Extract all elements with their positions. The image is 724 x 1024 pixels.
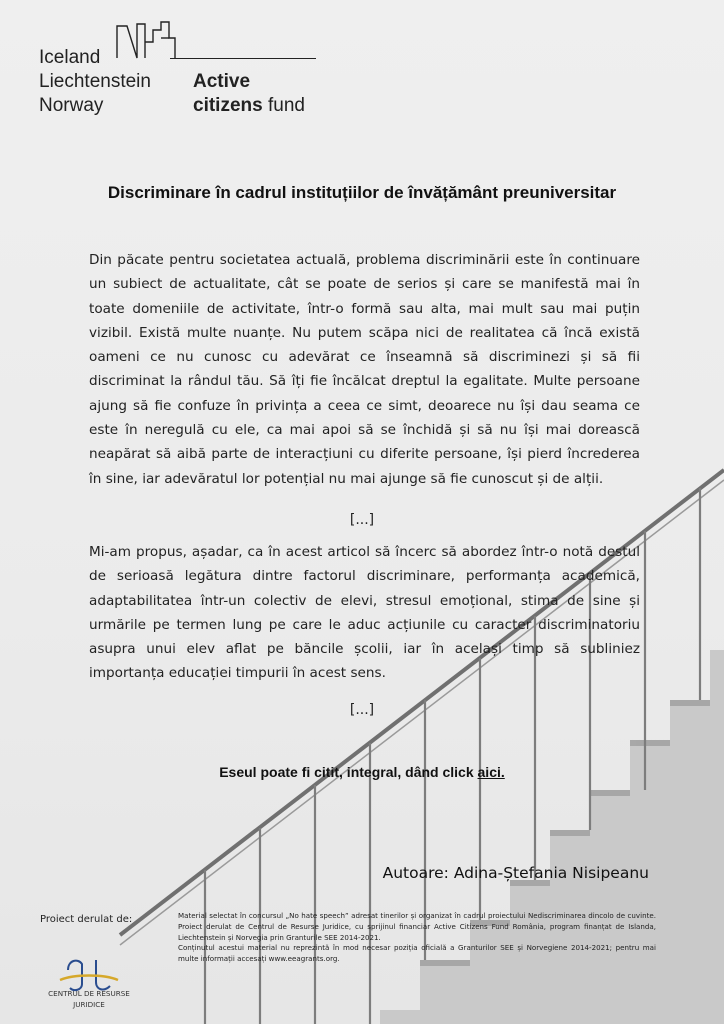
paragraph-intro: Din păcate pentru societatea actuală, problema discriminării este în continuare un subiect de actualitate, cât se poate de serios și care se manifestă mai în toate domeniile de activitate, într-o formă sau alta, mai mult sau mai puțin vizibil. Există multe nuanțe. Nu putem scăpa nici de realitatea că încă există oameni ce nu cunosc cu adevărat ce înseamnă să discriminezi și să fii discriminat la rândul tău. Să îți fie încălcat dreptul la egalitate. Multe persoane ajung să fie confuze în privința a ceea ce simt, deoarece nu își dau seama ce este în neregulă cu ele, ca mai apoi să se închidă și să nu își mai dorească neapărat să aibă parte de interacțiuni cu diferite persoane, își pierd încrederea în sine, iar adevăratul lor potențial nu mai ajunge să fie cunoscut și de alții. <box>89 252 640 487</box>
step-shadow <box>550 830 590 836</box>
cta-text: Eseul poate fi citit, integral, dând click <box>219 764 474 780</box>
paragraph-purpose: Mi-am propus, așadar, ca în acest articol să încerc să abordez într-o notă destul de serioasă legătura dintre factorul discriminare, performanța academică, adaptabilitatea într-un colectiv de elevi, stresul emoțional, stima de sine și urmările pe termen lung pe care le aduc acțiunile cu caracter discriminatoriu asupra unui elev aflat pe băncile școlii, iar în același timp să subliniez importanța educației timpurii în acest sens. <box>89 544 640 682</box>
logo-fund-line2-rest: fund <box>262 95 305 116</box>
crj-org-name-line: CENTRUL DE RESURSE <box>48 989 130 998</box>
logo-fund-line2 <box>193 94 305 118</box>
logo-countries <box>39 46 151 118</box>
author-credit: Autoare: Adina-Ștefania Nisipeanu <box>382 864 649 882</box>
crj-org-name-line: JURIDICE <box>73 1000 105 1009</box>
logo-fund-line2-bold: citizens <box>193 95 263 116</box>
ellipsis-separator: [...] <box>349 702 375 718</box>
disclaimer-selection: Material selectat în concursul „No hate speech” adresat tinerilor și organizat în cadrul proiectului Nediscriminarea dincolo de cuvinte. Proiect derulat de Centrul de Resurse Juridice, cu sprijinul financiar Active Citizens Fund România, program finanțat de Islanda, Liechtenstein și Norvegia prin Granturile SEE 2014-2021. <box>178 911 656 942</box>
step-shadow <box>590 790 630 796</box>
read-full-essay-callout <box>100 764 624 780</box>
project-by-label: Proiect derulat de: <box>40 914 133 925</box>
disclaimer-official-position: Conținutul acestui material nu reprezintă în mod necesar poziția oficială a Granturilor SEE și Norvegiene 2014-2021; pentru mai multe informații accesați www.eeagrants.org. <box>178 943 656 964</box>
step-shadow <box>630 740 670 746</box>
logo-divider <box>170 58 316 59</box>
logo-fund-name <box>193 70 305 118</box>
logo-fund-line1: Active <box>193 71 251 92</box>
article-title: Discriminare în cadrul instituțiilor de învățământ preuniversitar <box>107 183 617 202</box>
logo-country: Iceland <box>39 47 101 68</box>
ellipsis-separator: [...] <box>349 512 375 528</box>
funding-disclaimer <box>178 911 656 965</box>
read-essay-link[interactable]: aici. <box>477 764 505 780</box>
logo-country: Norway <box>39 95 104 116</box>
logo-country: Liechtenstein <box>39 71 151 92</box>
crj-org-name <box>34 988 144 1010</box>
